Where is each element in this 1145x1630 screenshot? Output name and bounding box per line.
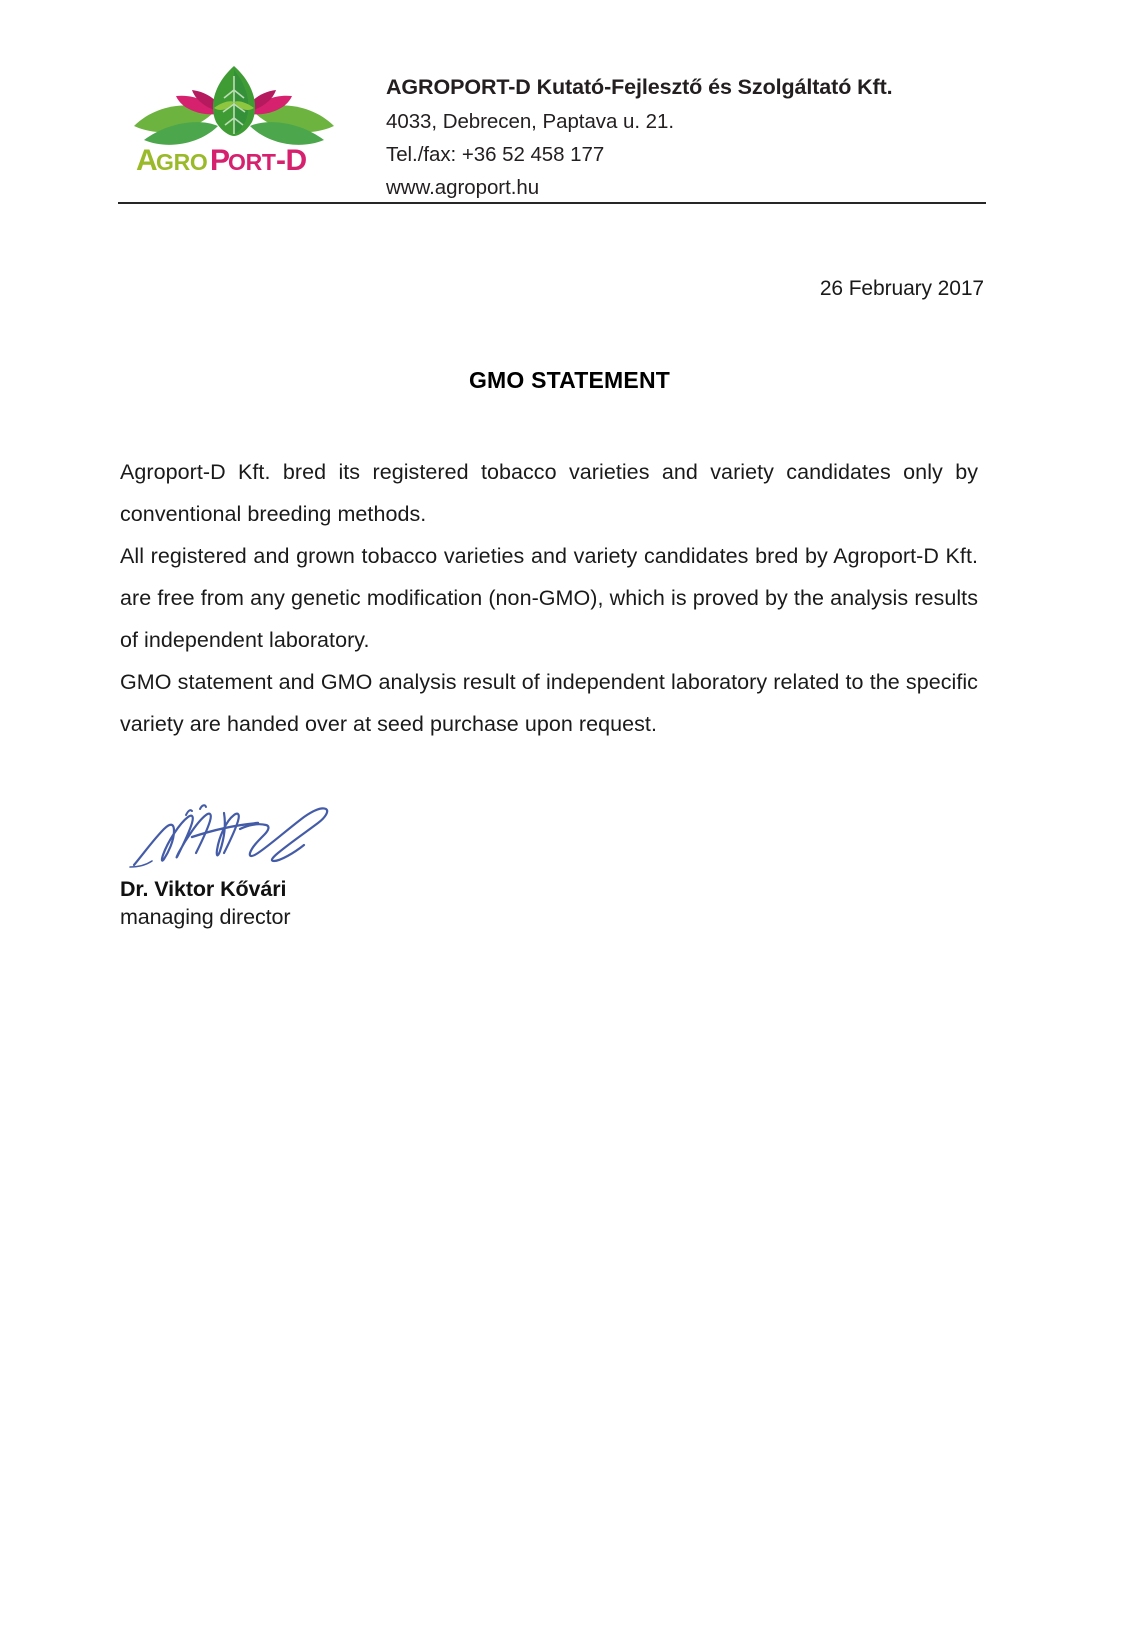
svg-text:ORT: ORT xyxy=(228,149,276,175)
letterhead-divider xyxy=(118,202,986,204)
signer-name: Dr. Viktor Kővári xyxy=(120,877,287,901)
body-paragraph: All registered and grown tobacco varieties and variety candidates bred by Agroport-D Kft. are free from any genetic modification (non-GMO), which is proved by the analysis results of independent laboratory. xyxy=(120,544,978,652)
company-name: AGROPORT-D Kutató-Fejlesztő és Szolgáltató Kft. xyxy=(386,75,893,99)
page-title xyxy=(0,367,1145,394)
agroport-logo xyxy=(118,56,350,178)
body-paragraph: Agroport-D Kft. bred its registered tobacco varieties and variety candidates only by conventional breeding methods. xyxy=(120,460,978,526)
document-date: 26 February 2017 xyxy=(819,277,984,300)
agroport-logo-icon xyxy=(118,56,350,178)
company-contact-block xyxy=(386,52,893,204)
svg-text:P: P xyxy=(210,144,230,177)
letterhead xyxy=(118,52,1028,204)
company-phone: Tel./fax: +36 52 458 177 xyxy=(386,143,605,167)
svg-text:GRO: GRO xyxy=(156,149,208,175)
company-address: 4033, Debrecen, Paptava u. 21. xyxy=(386,109,674,133)
svg-text:A: A xyxy=(136,144,158,177)
body-paragraph: GMO statement and GMO analysis result of independent laboratory related to the specific variety are handed over at seed purchase upon request. xyxy=(120,670,978,736)
svg-text:-D: -D xyxy=(276,144,307,177)
signature-block xyxy=(120,795,540,930)
signer-role: managing director xyxy=(120,905,291,929)
company-website: www.agroport.hu xyxy=(386,176,540,200)
document-body xyxy=(120,451,978,745)
handwritten-signature-icon xyxy=(128,795,358,873)
page-title-text: GMO STATEMENT xyxy=(468,367,671,393)
